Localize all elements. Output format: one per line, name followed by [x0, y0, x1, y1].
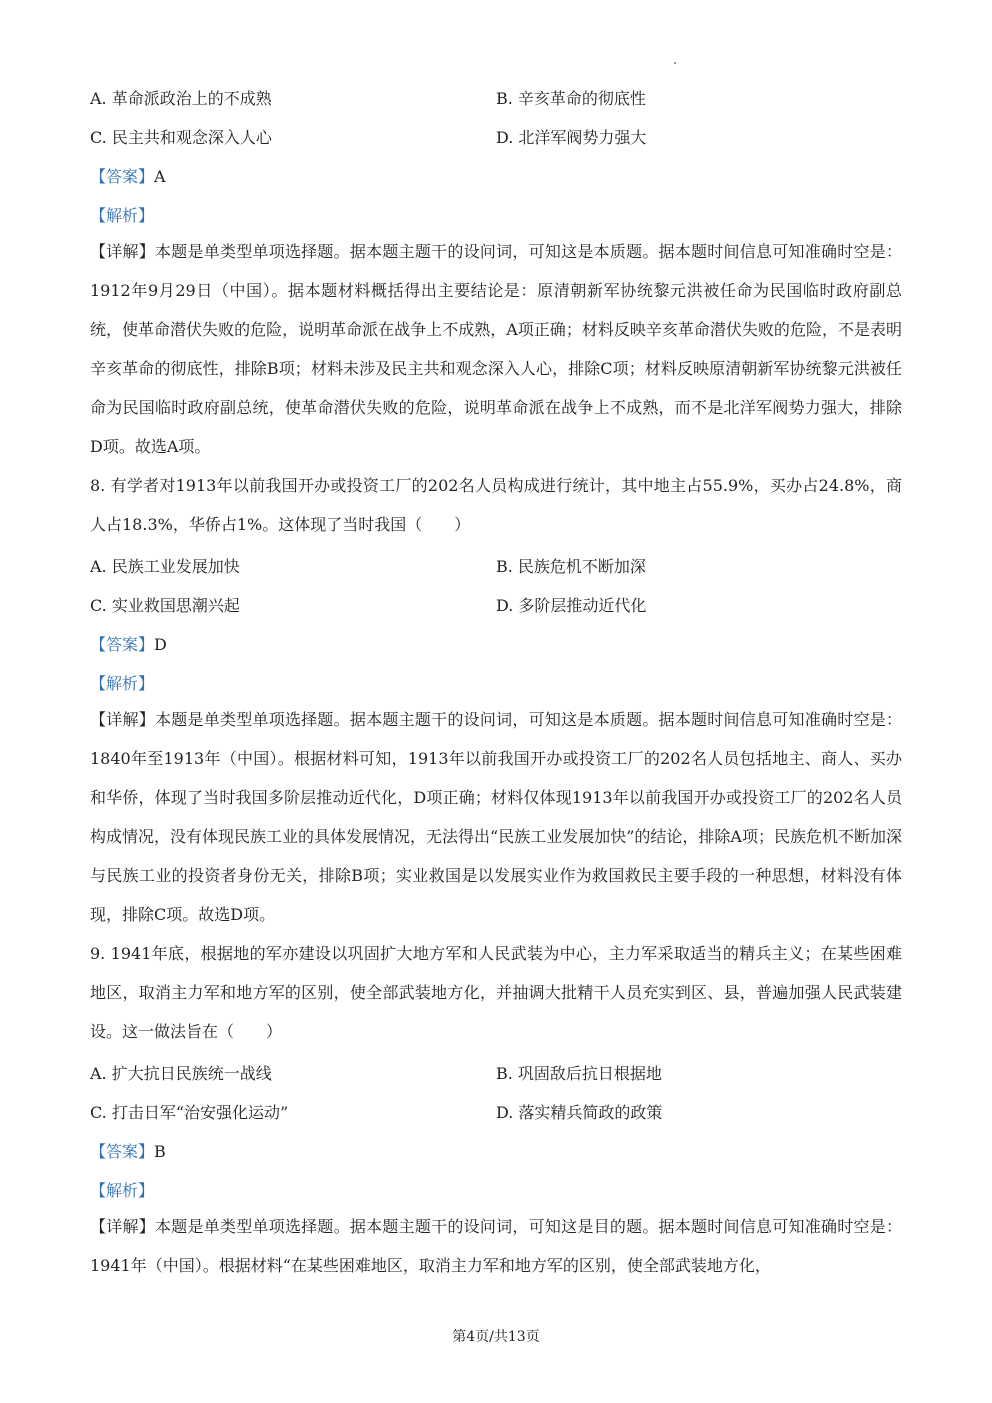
q9-answer	[90, 1139, 166, 1162]
q8-option-b: B. 民族危机不断加深	[496, 557, 646, 576]
detail-tag: 【详解】	[90, 710, 155, 729]
q8-option-d: D. 多阶层推动近代化	[496, 596, 647, 615]
scan-speck	[674, 62, 676, 64]
q9-stem: 9. 1941年底，根据地的军亦建设以巩固扩大地方军和人民武装为中心，主力军采取适当的精兵主义；在某些困难地区，取消主力军和地方军的区别，使全部武装地方化，并抽调大批精干人员充实到区、县，普遍加强人民武装建设。这一做法旨在（ ）	[90, 944, 902, 1041]
q7-detail	[90, 232, 902, 466]
answer-value: A	[154, 167, 166, 186]
q7-option-a: A. 革命派政治上的不成熟	[90, 89, 272, 108]
q9-option-b: B. 巩固敌后抗日根据地	[496, 1064, 662, 1083]
answer-tag: 【答案】	[90, 167, 155, 186]
detail-tag: 【详解】	[90, 242, 155, 261]
q9-option-c: C. 打击日军“治安强化运动”	[90, 1103, 289, 1122]
q8-analysis-tag: 【解析】	[90, 674, 155, 693]
q7-option-b: B. 辛亥革命的彻底性	[496, 89, 646, 108]
q9-analysis-tag: 【解析】	[90, 1181, 155, 1200]
detail-text: 本题是单类型单项选择题。据本题主题干的设问词，可知这是本质题。据本题时间信息可知准确时空是：1912年9月29日（中国）。据本题材料概括得出主要结论是：原清朝新军协统黎元洪被任命为民国临时政府副总统，使革命潜伏失败的危险，说明革命派在战争上不成熟，A项正确；材料反映辛亥革命潜伏失败的危险，不是表明辛亥革命的彻底性，排除B项；材料未涉及民主共和观念深入人心，排除C项；材料反映原清朝新军协统黎元洪被任命为民国临时政府副总统，使革命潜伏失败的危险，说明革命派在战争上不成熟，而不是北洋军阀势力强大，排除D项。故选A项。	[90, 242, 902, 456]
q9-option-a: A. 扩大抗日民族统一战线	[90, 1064, 272, 1083]
q8-option-a: A. 民族工业发展加快	[90, 557, 240, 576]
detail-tag: 【详解】	[90, 1217, 155, 1236]
q7-option-d: D. 北洋军阀势力强大	[496, 128, 647, 147]
q7-analysis-tag: 【解析】	[90, 206, 155, 225]
q9-option-d: D. 落实精兵简政的政策	[496, 1103, 663, 1122]
page-number: 第4页/共13页	[452, 1329, 540, 1345]
answer-value: B	[154, 1142, 166, 1161]
detail-text: 本题是单类型单项选择题。据本题主题干的设问词，可知这是目的题。据本题时间信息可知准确时空是：1941年（中国）。根据材料“在某些困难地区，取消主力军和地方军的区别，使全部武装地方化，	[90, 1217, 902, 1275]
q8-option-c: C. 实业救国思潮兴起	[90, 596, 240, 615]
q8-stem: 8. 有学者对1913年以前我国开办或投资工厂的202名人员构成进行统计，其中地主占55.9%，买办占24.8%，商人占18.3%，华侨占1%。这体现了当时我国（ ）	[90, 476, 902, 534]
q9-detail	[90, 1207, 902, 1285]
answer-tag: 【答案】	[90, 635, 155, 654]
q8-answer	[90, 632, 167, 655]
q7-answer	[90, 164, 166, 187]
answer-tag: 【答案】	[90, 1142, 155, 1161]
q8-detail	[90, 700, 902, 934]
q7-option-c: C. 民主共和观念深入人心	[90, 128, 272, 147]
answer-value: D	[154, 635, 167, 654]
detail-text: 本题是单类型单项选择题。据本题主题干的设问词，可知这是本质题。据本题时间信息可知准确时空是：1840年至1913年（中国）。根据材料可知，1913年以前我国开办或投资工厂的202名人员包括地主、商人、买办和华侨，体现了当时我国多阶层推动近代化，D项正确；材料仅体现1913年以前我国开办或投资工厂的202名人员构成情况，没有体现民族工业的具体发展情况，无法得出“民族工业发展加快”的结论，排除A项；民族危机不断加深与民族工业的投资者身份无关，排除B项；实业救国是以发展实业作为救国救民主要手段的一种思想，材料没有体现，排除C项。故选D项。	[90, 710, 902, 924]
